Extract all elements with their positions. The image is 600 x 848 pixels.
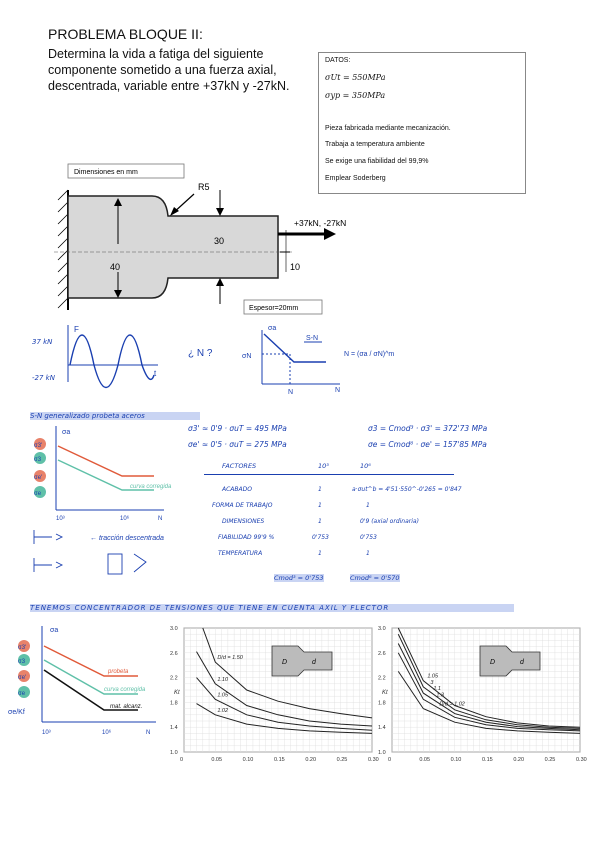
traction-label: ← tracción descentrada bbox=[90, 535, 164, 542]
x-tick-label: 0.20 bbox=[305, 757, 317, 763]
s1-label-3: σe' bbox=[34, 475, 43, 481]
datos-note-4: Emplear Soderberg bbox=[325, 175, 386, 182]
s1-label-2: σ3 bbox=[34, 457, 42, 463]
s2-n2: 10⁶ bbox=[102, 730, 112, 736]
y-tick-label: 1.0 bbox=[170, 750, 178, 756]
s1-n2: 10⁶ bbox=[120, 516, 130, 522]
factors-header-2: 10³ bbox=[318, 462, 329, 470]
y-tick-label: 2.6 bbox=[170, 650, 178, 657]
shaft-icon-axial bbox=[252, 634, 352, 684]
s2-label-4: σe bbox=[18, 691, 26, 697]
sn-n-mark: N bbox=[288, 389, 294, 396]
y-tick-label: 2.2 bbox=[378, 675, 386, 682]
dim-30: 30 bbox=[214, 236, 225, 246]
x-tick-label: 0.15 bbox=[274, 757, 285, 763]
factor-row-1-b: a·σut^b = 4'51·550^-0'265 = 0'847 bbox=[352, 486, 462, 493]
s2-curve-material: mat. alcanz. bbox=[110, 704, 143, 710]
x-tick-label: 0.05 bbox=[419, 757, 431, 763]
x-tick-label: 0.25 bbox=[336, 757, 348, 763]
section2-heading: TENEMOS CONCENTRADOR DE TENSIONES QUE TIENE EN CUENTA AXIL Y FLECTOR bbox=[30, 604, 514, 612]
s2-curve-corrected: curva corregida bbox=[104, 687, 146, 693]
problem-statement: Determina la vida a fatiga del siguiente componente sometido a una fuerza axial, descentrada, variable entre +37kN y -27kN. bbox=[48, 47, 290, 93]
factor-row-2-a: 1 bbox=[318, 502, 322, 509]
y-tick-label: 1.8 bbox=[378, 700, 386, 707]
s1-label-4: σe bbox=[34, 491, 42, 497]
datos-note-1: Pieza fabricada mediante mecanización. bbox=[325, 125, 451, 132]
s1-n-axis: N bbox=[158, 516, 163, 522]
series-label: 1.3 bbox=[436, 692, 444, 699]
x-tick-label: 0.30 bbox=[576, 757, 587, 763]
dims-label: Dimensiones en mm bbox=[74, 169, 138, 176]
section1-heading: S-N generalizado probeta aceros bbox=[30, 412, 200, 420]
sn-label: S-N bbox=[306, 335, 319, 342]
factor-row-3-b: 0'9 (axial ordinaria) bbox=[360, 518, 419, 525]
s2-label-2: σ3 bbox=[18, 659, 26, 665]
shaft-label-d-big: D bbox=[490, 659, 496, 666]
x-tick-label: 0.10 bbox=[450, 757, 462, 763]
factor-row-2-b: 1 bbox=[366, 502, 370, 509]
y-tick-label: 1.4 bbox=[170, 725, 178, 732]
y-tick-label: 1.4 bbox=[378, 725, 386, 732]
factor-row-4-a: 0'753 bbox=[312, 534, 329, 541]
component-drawing bbox=[54, 160, 374, 320]
s2-n1: 10³ bbox=[42, 730, 51, 736]
series-label: 1.05 bbox=[427, 673, 439, 680]
factors-header-3: 10⁶ bbox=[360, 462, 371, 470]
datos-header: DATOS: bbox=[325, 57, 351, 64]
series-label: 1.05 bbox=[217, 692, 229, 699]
load-t: t bbox=[154, 369, 157, 378]
factor-total-1: Cmod³ = 0'753 bbox=[274, 574, 324, 582]
y-tick-label: 3.0 bbox=[378, 626, 386, 632]
shaft-label-d-big: D bbox=[282, 659, 288, 666]
factors-header-1: FACTORES bbox=[222, 462, 257, 470]
y-axis-label: Kt bbox=[174, 690, 180, 696]
y-tick-label: 2.2 bbox=[170, 675, 178, 682]
factor-row-5-a: 1 bbox=[318, 550, 322, 557]
factor-row-5-name: TEMPERATURA bbox=[218, 550, 263, 557]
force-label: +37kN, -27kN bbox=[294, 218, 347, 228]
datos-sut: σUt = 550MPa bbox=[325, 73, 386, 82]
dim-40: 40 bbox=[110, 262, 121, 272]
factor-row-2-name: FORMA DE TRABAJO bbox=[212, 502, 273, 509]
series-label: 1.10 bbox=[217, 676, 229, 683]
shaft-icon-bending bbox=[460, 634, 560, 684]
load-max: 37 kN bbox=[32, 338, 53, 346]
y-axis-label: Kt bbox=[382, 690, 388, 696]
factor-row-1-a: 1 bbox=[318, 486, 322, 493]
x-tick-label: 0.20 bbox=[513, 757, 525, 763]
factor-row-1-name: ACABADO bbox=[222, 486, 252, 493]
s2-se-kf: σe/Kf bbox=[8, 709, 25, 716]
x-tick-label: 0.30 bbox=[368, 757, 379, 763]
y-tick-label: 1.0 bbox=[378, 750, 386, 756]
s2-curve-probeta: probeta bbox=[108, 669, 129, 675]
s2-n-axis: N bbox=[146, 730, 151, 736]
formula-s3-corr: σ3 = Cmod³ · σ3' = 372'73 MPa bbox=[368, 424, 488, 433]
factor-total-2: Cmod⁶ = 0'570 bbox=[350, 574, 400, 582]
question-n: ¿ N ? bbox=[188, 348, 213, 359]
s1-label-1: σ3' bbox=[34, 443, 43, 449]
factor-row-4-name: FIABILIDAD 99'9 % bbox=[218, 534, 275, 541]
offset-10: 10 bbox=[290, 262, 301, 272]
shaft-label-d: d bbox=[312, 659, 316, 666]
factor-row-3-a: 1 bbox=[318, 518, 322, 525]
sn-sa: σa bbox=[268, 325, 277, 332]
series-label: D/d = 1.02 bbox=[439, 701, 465, 708]
shaft-shape bbox=[272, 646, 332, 676]
load-wave bbox=[70, 335, 154, 388]
sn-sn: σN bbox=[242, 353, 252, 360]
factor-row-4-b: 0'753 bbox=[360, 534, 377, 541]
series-label: 3 bbox=[430, 679, 434, 686]
x-tick-label: 0.05 bbox=[211, 757, 223, 763]
datos-note-2: Trabaja a temperatura ambiente bbox=[325, 141, 425, 148]
x-tick-label: 0.25 bbox=[544, 757, 556, 763]
s1-sa: σa bbox=[62, 429, 71, 436]
y-tick-label: 3.0 bbox=[170, 626, 178, 632]
load-min: -27 kN bbox=[32, 374, 55, 382]
top-sketches bbox=[30, 320, 400, 400]
y-tick-label: 2.6 bbox=[378, 650, 386, 657]
shaft-label-d: d bbox=[520, 659, 524, 666]
s1-curve-label: curva corregida bbox=[130, 484, 172, 490]
radius-label: R5 bbox=[198, 182, 210, 192]
series-label: 1.02 bbox=[217, 707, 229, 714]
dim-30-arrow-top bbox=[216, 208, 224, 216]
x-tick-label: 0 bbox=[388, 757, 392, 763]
series-label: 1.1 bbox=[433, 686, 441, 693]
force-arrow-head bbox=[324, 228, 336, 240]
series-label: D/d = 1.50 bbox=[217, 655, 243, 662]
section2-sketch bbox=[6, 618, 174, 748]
wall-hatch bbox=[58, 190, 68, 308]
s2-label-3: σe' bbox=[18, 675, 27, 681]
dim-30-arrow-bottom bbox=[216, 278, 224, 286]
datos-syp: σyp = 350MPa bbox=[325, 91, 386, 100]
y-tick-label: 1.8 bbox=[170, 700, 178, 707]
s2-sa: σa bbox=[50, 627, 59, 634]
section1-sketch bbox=[26, 420, 186, 590]
page-title: PROBLEMA BLOQUE II: bbox=[48, 26, 203, 42]
shaft-shape bbox=[480, 646, 540, 676]
s2-label-1: σ3' bbox=[18, 645, 27, 651]
formula-se: σe' ≈ 0'5 · σuT = 275 MPa bbox=[188, 440, 287, 449]
datos-note-3: Se exige una fiabilidad del 99,9% bbox=[325, 158, 429, 165]
s1-n1: 10³ bbox=[56, 516, 65, 522]
x-tick-label: 0.10 bbox=[242, 757, 254, 763]
factor-row-5-b: 1 bbox=[366, 550, 370, 557]
factor-row-3-name: DIMENSIONES bbox=[222, 518, 265, 525]
basquin-formula: N = (σa / σN)^m bbox=[344, 351, 395, 358]
load-f: F bbox=[74, 325, 79, 334]
formula-se-corr: σe = Cmod⁶ · σe' = 157'85 MPa bbox=[368, 440, 487, 449]
s1-probeta-curve bbox=[58, 446, 154, 476]
formula-s3: σ3' ≈ 0'9 · σuT = 495 MPa bbox=[188, 424, 287, 433]
thickness-label: Espesor=20mm bbox=[249, 305, 299, 312]
x-tick-label: 0 bbox=[180, 757, 184, 763]
x-tick-label: 0.15 bbox=[482, 757, 493, 763]
sn-n-axis: N bbox=[335, 387, 341, 394]
factors-rule bbox=[204, 474, 454, 475]
